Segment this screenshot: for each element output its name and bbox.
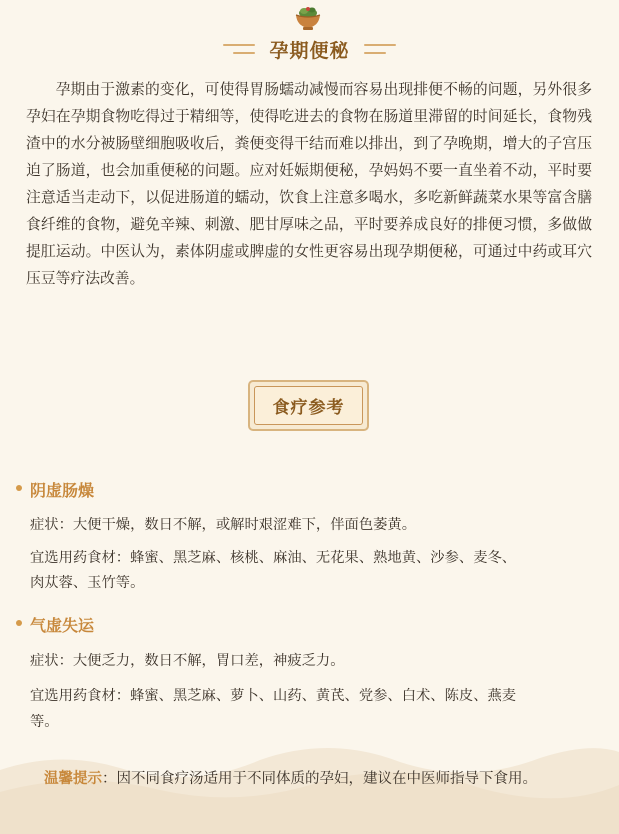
- section-heading-2: [16, 613, 94, 636]
- badge-label: 食疗参考: [272, 398, 345, 418]
- title-decoration-right: [364, 44, 396, 54]
- section-title: 气虚失运: [30, 616, 95, 635]
- section-heading-1: [16, 478, 94, 501]
- section-symptoms: 症状：大便乏力，数日不解，胃口差，神疲乏力。: [30, 653, 345, 669]
- section-foods-line: 宜选用药食材：蜂蜜、黑芝麻、萝卜、山药、黄芪、党参、白术、陈皮、燕麦: [30, 688, 517, 704]
- herb-bowl-icon: [293, 4, 323, 32]
- badge-frame-inner: [254, 386, 363, 425]
- section-foods-line: 等。: [30, 714, 59, 730]
- section-symptoms: 症状：大便干燥，数日不解，或解时艰涩难下，伴面色萎黄。: [30, 517, 417, 533]
- page-title: 孕期便秘: [269, 39, 350, 62]
- section-title: 阴虚肠燥: [30, 481, 95, 500]
- bullet-dot-icon: [16, 620, 22, 626]
- title-row: [0, 34, 619, 64]
- bullet-dot-icon: [16, 485, 22, 491]
- warm-tip: [18, 766, 604, 793]
- intro-paragraph: 孕期由于激素的变化，可使得胃肠蠕动减慢而容易出现排便不畅的问题，另外很多孕妇在孕期食物吃得过于精细等，使得吃进去的食物在肠道里滞留的时间延长，食物残渣中的水分被肠壁细胞吸收后，粪便变得干结而难以排出，到了孕晚期，增大的子宫压迫了肠道，也会加重便秘的问题。应对妊娠期便秘，孕妈妈不要一直坐着不动，平时要注意适当走动下，以促进肠道的蠕动，饮食上注意多喝水，多吃新鲜蔬菜水果等富含膳食纤维的食物，避免辛辣、刺激、肥甘厚味之品，平时要养成良好的排便习惯，多做做提肛运动。中医认为，素体阴虚或脾虚的女性更容易出现孕期便秘，可通过中药或耳穴压豆等疗法改善。: [26, 81, 592, 287]
- section-foods-line: 宜选用药食材：蜂蜜、黑芝麻、核桃、麻油、无花果、熟地黄、沙参、麦冬、: [30, 550, 517, 566]
- tip-text: ：因不同食疗汤适用于不同体质的孕妇，建议在中医师指导下食用。: [102, 771, 537, 787]
- title-decoration-left: [223, 44, 255, 54]
- section-foods-line: 肉苁蓉、玉竹等。: [30, 575, 145, 591]
- section-badge: [248, 380, 369, 431]
- tip-label: 温馨提示: [44, 771, 102, 787]
